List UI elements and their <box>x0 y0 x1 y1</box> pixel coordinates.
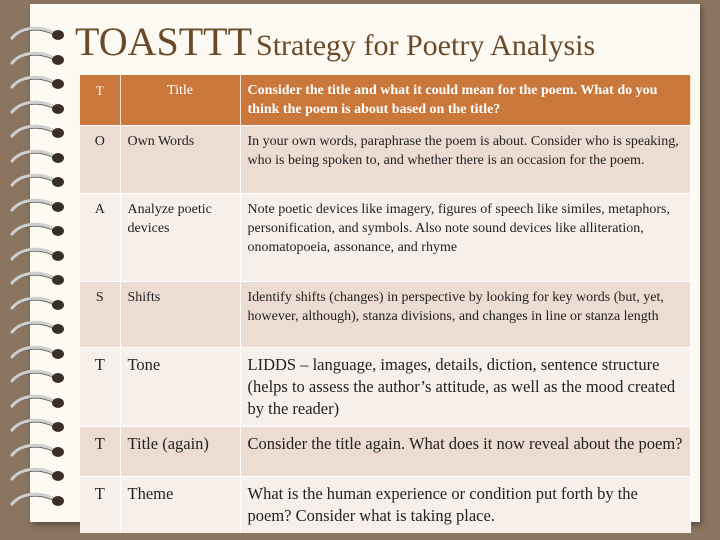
spiral-ring-icon <box>8 416 68 436</box>
spiral-ring-icon <box>8 24 68 44</box>
spiral-ring-icon <box>8 171 68 191</box>
row-letter: T <box>80 477 120 534</box>
row-term: Shifts <box>120 282 240 348</box>
row-letter: A <box>80 194 120 282</box>
row-letter: S <box>80 282 120 348</box>
row-description: What is the human experience or condition put forth by the poem? Consider what is taking place. <box>240 477 690 534</box>
spiral-ring-icon <box>8 196 68 216</box>
spiral-ring-icon <box>8 343 68 363</box>
table-row <box>80 126 690 194</box>
row-letter: O <box>80 126 120 194</box>
spiral-ring-icon <box>8 245 68 265</box>
table-row <box>80 477 690 534</box>
row-term: Tone <box>120 348 240 427</box>
row-description: LIDDS – language, images, details, diction, sentence structure (helps to assess the author’s attitude, as well as the mood created by the reader) <box>240 348 690 427</box>
spiral-ring-icon <box>8 147 68 167</box>
row-description: In your own words, paraphrase the poem is about. Consider who is speaking, who is being spoken to, and whether there is an occasion for the poem. <box>240 126 690 194</box>
spiral-ring-icon <box>8 49 68 69</box>
row-term: Own Words <box>120 126 240 194</box>
table-row <box>80 348 690 427</box>
spiral-ring-icon <box>8 318 68 338</box>
row-letter: T <box>80 427 120 477</box>
table-row <box>80 282 690 348</box>
row-letter: T <box>80 348 120 427</box>
row-description: Note poetic devices like imagery, figures of speech like similes, metaphors, personification, and symbols. Also note sound devices like alliteration, onomatopoeia, assonance, and rhyme <box>240 194 690 282</box>
spiral-ring-icon <box>8 441 68 461</box>
table-row <box>80 194 690 282</box>
spiral-ring-icon <box>8 367 68 387</box>
spiral-ring-icon <box>8 122 68 142</box>
header-description: Consider the title and what it could mean for the poem. What do you think the poem is about based on the title? <box>240 75 690 126</box>
table-row <box>80 427 690 477</box>
row-term: Title (again) <box>120 427 240 477</box>
spiral-ring-icon <box>8 392 68 412</box>
header-term: Title <box>120 75 240 126</box>
row-term: Theme <box>120 477 240 534</box>
spiral-ring-icon <box>8 220 68 240</box>
spiral-ring-icon <box>8 294 68 314</box>
spiral-ring-icon <box>8 98 68 118</box>
title-main: TOASTTT <box>75 19 253 64</box>
table-header-row <box>80 75 690 126</box>
title-sub: Strategy for Poetry Analysis <box>256 29 596 62</box>
spiral-ring-icon <box>8 73 68 93</box>
spiral-ring-icon <box>8 465 68 485</box>
spiral-binding <box>8 24 68 524</box>
row-term: Analyze poetic devices <box>120 194 240 282</box>
row-description: Consider the title again. What does it now reveal about the poem? <box>240 427 690 477</box>
spiral-ring-icon <box>8 490 68 510</box>
page-title <box>75 18 695 74</box>
header-letter: T <box>80 75 120 126</box>
row-description: Identify shifts (changes) in perspective by looking for key words (but, yet, however, although), stanza divisions, and changes in line or stanza length <box>240 282 690 348</box>
toasttt-table <box>80 75 691 533</box>
spiral-ring-icon <box>8 269 68 289</box>
